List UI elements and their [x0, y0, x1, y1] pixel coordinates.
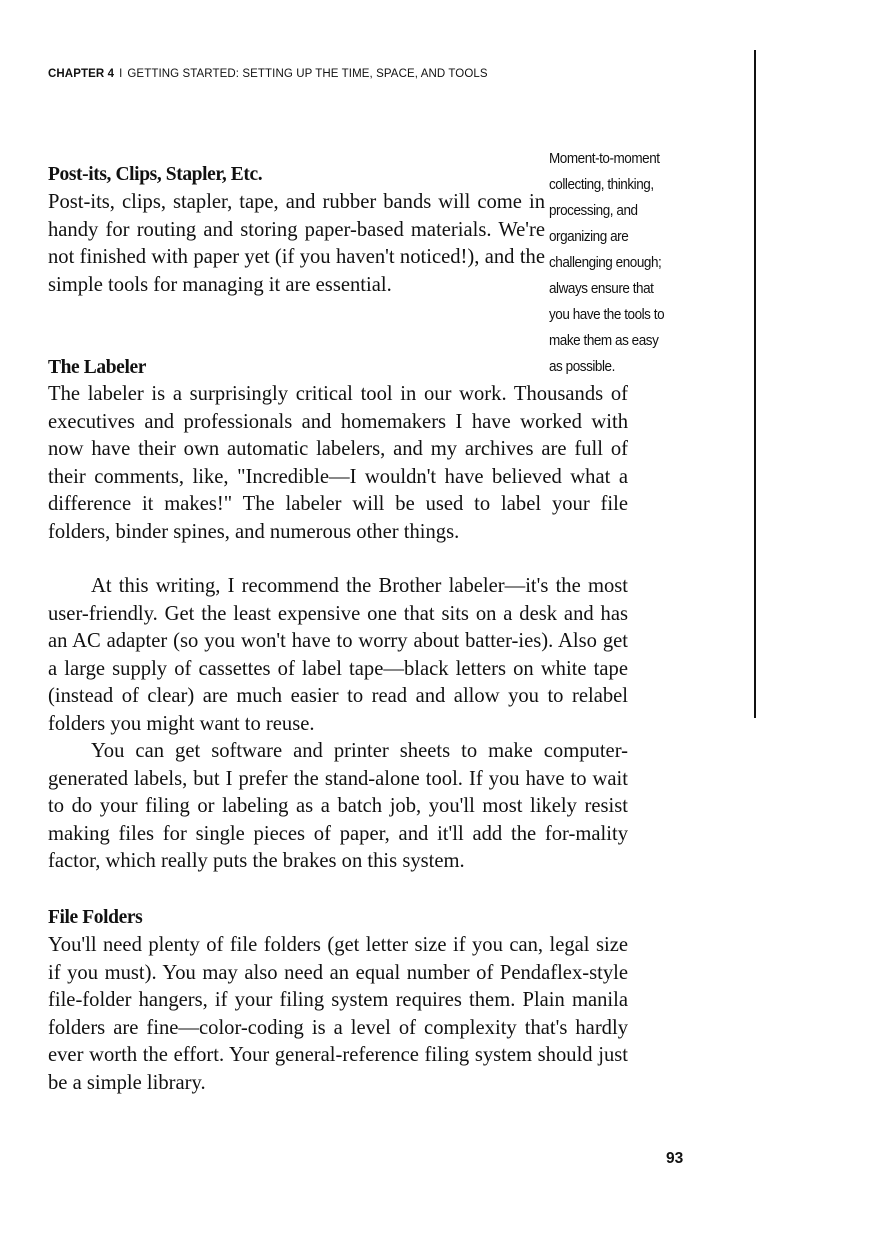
paragraph-file-folders: You'll need plenty of file folders (get letter size if you can, legal size if you must). You may also need an equal number of Pendaflex-style file-folder hangers, if your filing system requires them. Plain manila folders are fine—color-coding is a level of complexity that's hardly ever worth the effort. Your general-reference filing system should just be a simple library.	[48, 934, 628, 1094]
section-title-post-its: Post-its, Clips, Stapler, Etc.	[48, 164, 263, 185]
paragraph-labeler-3: You can get software and printer sheets to make computer-generated labels, but I prefer the stand-alone tool. If you have to wait to do your filing or labeling as a batch job, you'll most likely resist making files for single pieces of paper, and it'll add the for-mality factor, which really puts the brakes on this system.	[48, 740, 628, 872]
paragraph-post-its: Post-its, clips, stapler, tape, and rubber bands will come in handy for routing and storing paper-based materials. We're not finished with paper yet (if you haven't noticed!), and the simple tools for managing it are essential.	[48, 191, 545, 296]
running-head	[48, 68, 488, 80]
header-separator: I	[119, 68, 123, 80]
margin-rule	[754, 50, 756, 718]
paragraph-labeler-2: At this writing, I recommend the Brother labeler—it's the most user-friendly. Get the least expensive one that sits on a desk and has an AC adapter (so you won't have to worry about batter-ies). Also get a large supply of cassettes of label tape—black letters on white tape (instead of clear) are much easier to read and allow you to relabel folders you might want to reuse.	[48, 575, 628, 735]
chapter-label: CHAPTER 4	[48, 68, 115, 80]
section-title-labeler: The Labeler	[48, 357, 146, 378]
page-number: 93	[666, 1150, 684, 1167]
section-title-file-folders: File Folders	[48, 907, 143, 928]
sidebar-quote: Moment-to-moment collecting, thinking, processing, and organizing are challenging enough; always ensure that you have the tools to make them as easy as possible.	[549, 150, 665, 375]
chapter-title: GETTING STARTED: SETTING UP THE TIME, SPACE, AND TOOLS	[127, 68, 488, 80]
paragraph-labeler-1: The labeler is a surprisingly critical tool in our work. Thousands of executives and professionals and homemakers I have worked with now have their own automatic labelers, and my archives are full of their comments, like, "Incredible—I wouldn't have believed what a difference it makes!" The labeler will be used to label your file folders, binder spines, and numerous other things.	[48, 383, 628, 543]
